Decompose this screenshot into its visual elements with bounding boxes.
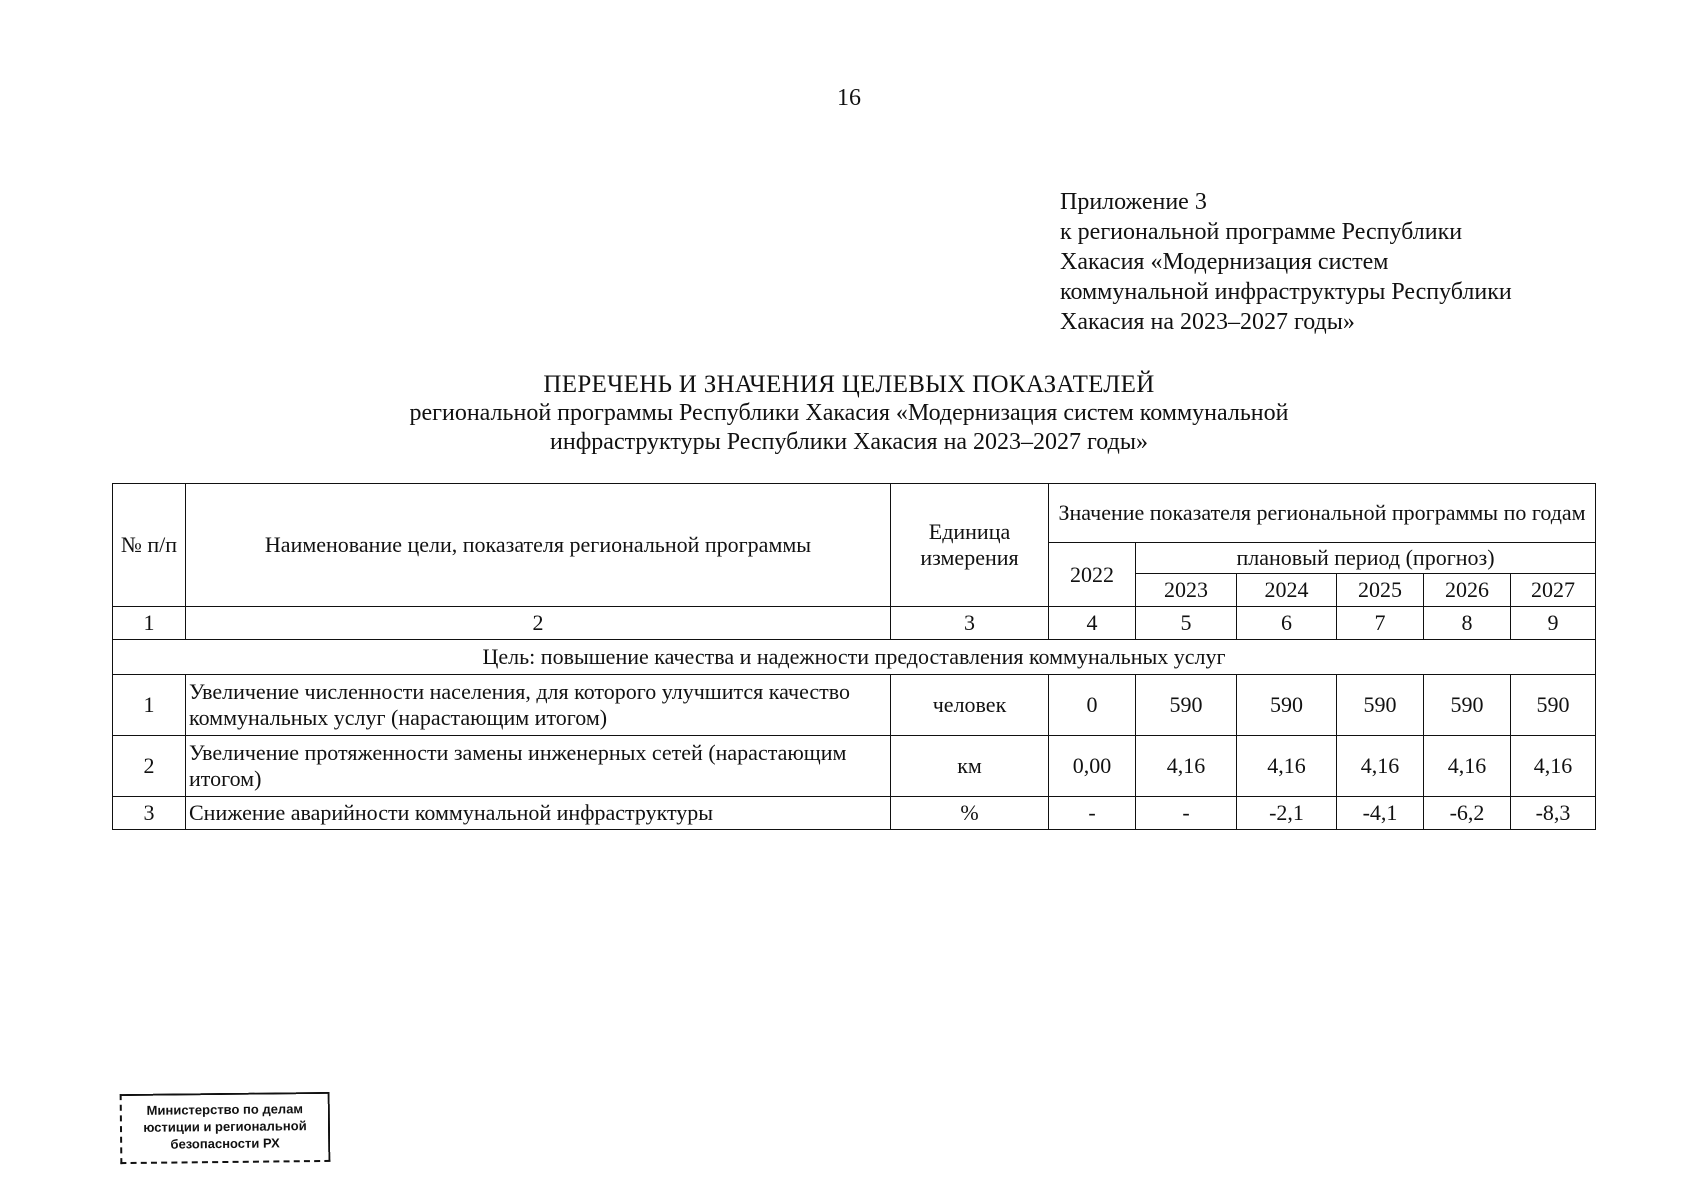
row-value: - bbox=[1136, 797, 1237, 830]
appendix-line: Хакасия «Модернизация систем bbox=[1060, 249, 1389, 275]
row-value: - bbox=[1049, 797, 1136, 830]
stamp-line: Министерство по делам bbox=[146, 1101, 304, 1118]
indicators-table bbox=[112, 483, 1596, 830]
column-number: 6 bbox=[1237, 607, 1337, 640]
header-year: 2027 bbox=[1511, 574, 1596, 607]
header-values-group: Значение показателя региональной программы по годам bbox=[1049, 484, 1596, 543]
header-row bbox=[113, 484, 1596, 543]
row-value: -2,1 bbox=[1237, 797, 1337, 830]
row-unit: человек bbox=[891, 675, 1049, 736]
row-value: -4,1 bbox=[1337, 797, 1424, 830]
column-number: 3 bbox=[891, 607, 1049, 640]
row-num: 2 bbox=[113, 736, 186, 797]
page-number: 16 bbox=[837, 85, 861, 111]
column-number: 9 bbox=[1511, 607, 1596, 640]
column-number: 1 bbox=[113, 607, 186, 640]
row-value: 4,16 bbox=[1424, 736, 1511, 797]
row-value: 4,16 bbox=[1337, 736, 1424, 797]
row-num: 3 bbox=[113, 797, 186, 830]
row-value: 4,16 bbox=[1136, 736, 1237, 797]
column-number: 8 bbox=[1424, 607, 1511, 640]
row-value: 590 bbox=[1237, 675, 1337, 736]
appendix-line: к региональной программе Республики bbox=[1060, 219, 1463, 245]
title-line: инфраструктуры Республики Хакасия на 2023–2027 годы» bbox=[550, 429, 1148, 455]
row-name: Увеличение протяженности замены инженерных сетей (нарастающим итогом) bbox=[186, 736, 891, 797]
row-value: 4,16 bbox=[1237, 736, 1337, 797]
row-value: 590 bbox=[1511, 675, 1596, 736]
goal-text: Цель: повышение качества и надежности предоставления коммунальных услуг bbox=[113, 640, 1596, 675]
header-year: 2023 bbox=[1136, 574, 1237, 607]
stamp-line: юстиции и региональной bbox=[143, 1118, 307, 1135]
row-unit: % bbox=[891, 797, 1049, 830]
header-year: 2026 bbox=[1424, 574, 1511, 607]
appendix-line: коммунальной инфраструктуры Республики bbox=[1060, 279, 1512, 305]
row-value: 590 bbox=[1424, 675, 1511, 736]
appendix-line: Хакасия на 2023–2027 годы» bbox=[1060, 309, 1355, 335]
ministry-stamp bbox=[120, 1092, 331, 1164]
header-planned-period: плановый период (прогноз) bbox=[1136, 543, 1596, 574]
title-main: ПЕРЕЧЕНЬ И ЗНАЧЕНИЯ ЦЕЛЕВЫХ ПОКАЗАТЕЛЕЙ bbox=[543, 371, 1155, 398]
header-year: 2025 bbox=[1337, 574, 1424, 607]
stamp-line: безопасности РХ bbox=[170, 1135, 280, 1152]
row-value: 0 bbox=[1049, 675, 1136, 736]
column-number-row bbox=[113, 607, 1596, 640]
row-value: 4,16 bbox=[1511, 736, 1596, 797]
row-value: -6,2 bbox=[1424, 797, 1511, 830]
header-base-year: 2022 bbox=[1049, 543, 1136, 607]
column-number: 2 bbox=[186, 607, 891, 640]
row-value: 590 bbox=[1337, 675, 1424, 736]
row-num: 1 bbox=[113, 675, 186, 736]
title-line: региональной программы Республики Хакасия «Модернизация систем коммунальной bbox=[409, 400, 1289, 426]
row-value: 0,00 bbox=[1049, 736, 1136, 797]
header-unit: Единица измерения bbox=[891, 484, 1049, 607]
table-row bbox=[113, 736, 1596, 797]
goal-row bbox=[113, 640, 1596, 675]
column-number: 5 bbox=[1136, 607, 1237, 640]
appendix-line: Приложение 3 bbox=[1060, 189, 1207, 215]
table-row bbox=[113, 675, 1596, 736]
row-unit: км bbox=[891, 736, 1049, 797]
header-year: 2024 bbox=[1237, 574, 1337, 607]
header-name: Наименование цели, показателя региональной программы bbox=[186, 484, 891, 607]
row-value: -8,3 bbox=[1511, 797, 1596, 830]
table-row bbox=[113, 797, 1596, 830]
appendix-note bbox=[1060, 187, 1660, 337]
header-num: № п/п bbox=[113, 484, 186, 607]
row-name: Увеличение численности населения, для которого улучшится качество коммунальных услуг (нарастающим итогом) bbox=[186, 675, 891, 736]
document-title bbox=[0, 370, 1698, 457]
row-name: Снижение аварийности коммунальной инфраструктуры bbox=[186, 797, 891, 830]
column-number: 4 bbox=[1049, 607, 1136, 640]
column-number: 7 bbox=[1337, 607, 1424, 640]
row-value: 590 bbox=[1136, 675, 1237, 736]
